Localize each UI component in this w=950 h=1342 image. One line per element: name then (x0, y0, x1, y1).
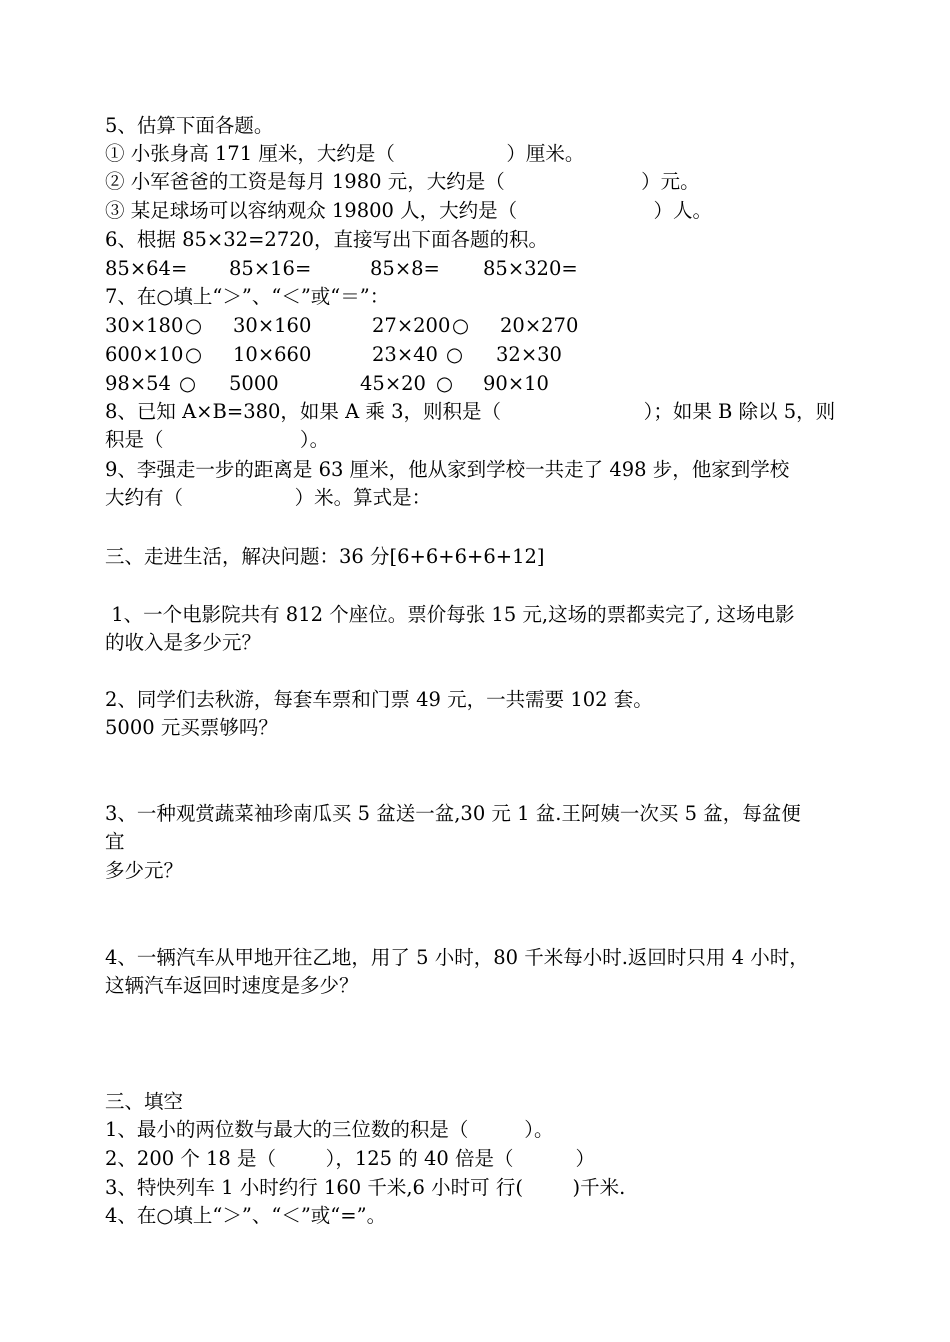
q7-right-expr: 90×10 (483, 372, 549, 395)
problem-4-line-1: 4、一辆汽车从甲地开往乙地，用了 5 小时，80 千米每小时.返回时只用 4 小时， (105, 946, 809, 969)
q7-right-expr: 20×270 (500, 314, 579, 337)
fill-item-1: 1、最小的两位数与最大的三位数的积是（ ）。 (105, 1118, 554, 1141)
fill-item-2: 2、200 个 18 是（ ），125 的 40 倍是（ ） (105, 1147, 595, 1170)
q7-right-expr: 30×160 (233, 314, 312, 337)
problem-3-line-2: 宜 (105, 830, 125, 853)
q9-line-1: 9、李强走一步的距离是 63 厘米，他从家到学校一共走了 498 步，他家到学校 (105, 458, 790, 481)
problem-3-line-3: 多少元？ (105, 859, 184, 882)
q7-compare-circle: ○ (185, 343, 203, 366)
q7-left-expr: 30×180 (105, 314, 184, 337)
q7-left-expr: 98×54 (105, 372, 171, 395)
q5-item-3: ③ 某足球场可以容纳观众 19800 人，大约是（ ）人。 (105, 199, 712, 222)
fill-item-4: 4、在○填上“＞”、“＜”或“=”。 (105, 1204, 387, 1227)
q7-compare-circle: ○ (185, 314, 203, 337)
q9-line-2: 大约有（ ）米。算式是： (105, 486, 432, 509)
fill-item-3: 3、特快列车 1 小时约行 160 千米,6 小时可 行( )千米. (105, 1176, 626, 1199)
q7-compare-circle: ○ (436, 372, 454, 395)
section-heading-fill: 三、填空 (105, 1090, 184, 1113)
q7-right-expr: 32×30 (496, 343, 562, 366)
q6-expr-3: 85×8= (370, 257, 440, 280)
q7-left-expr: 27×200 (372, 314, 451, 337)
q7-right-expr: 10×660 (233, 343, 312, 366)
problem-1-line-1: 1、一个电影院共有 812 个座位。票价每张 15 元,这场的票都卖完了, 这场电影 (105, 603, 795, 626)
q7-title: 7、在○填上“＞”、“＜”或“＝”： (105, 285, 390, 308)
q7-compare-circle: ○ (179, 372, 197, 395)
problem-3-line-1: 3、一种观赏蔬菜袖珍南瓜买 5 盆送一盆,30 元 1 盆.王阿姨一次买 5 盆，每盆便 (105, 802, 801, 825)
q8-line-2: 积是（ ）。 (105, 428, 330, 451)
problem-2-line-2: 5000 元买票够吗？ (105, 716, 278, 739)
problem-1-line-2: 的收入是多少元？ (105, 631, 262, 654)
q7-left-expr: 23×40 (372, 343, 438, 366)
q5-title: 5、估算下面各题。 (105, 114, 274, 137)
q6-title: 6、根据 85×32=2720，直接写出下面各题的积。 (105, 228, 549, 251)
q6-expr-2: 85×16= (229, 257, 312, 280)
q7-left-expr: 45×20 (360, 372, 426, 395)
q6-expr-4: 85×320= (483, 257, 578, 280)
q8-line-1: 8、已知 A×B=380，如果 A 乘 3，则积是（ ）；如果 B 除以 5，则 (105, 400, 836, 423)
section-heading: 三、走进生活，解决问题：36 分[6+6+6+6+12] (105, 545, 545, 568)
q7-compare-circle: ○ (446, 343, 464, 366)
q7-right-expr: 5000 (229, 372, 279, 395)
q5-item-1: ① 小张身高 171 厘米，大约是（ ）厘米。 (105, 142, 585, 165)
problem-4-line-2: 这辆汽车返回时速度是多少？ (105, 974, 359, 997)
q6-expr-1: 85×64= (105, 257, 188, 280)
q7-compare-circle: ○ (452, 314, 470, 337)
q5-item-2: ② 小军爸爸的工资是每月 1980 元，大约是（ ）元。 (105, 170, 700, 193)
q7-left-expr: 600×10 (105, 343, 184, 366)
problem-2-line-1: 2、同学们去秋游，每套车票和门票 49 元，一共需要 102 套。 (105, 688, 653, 711)
